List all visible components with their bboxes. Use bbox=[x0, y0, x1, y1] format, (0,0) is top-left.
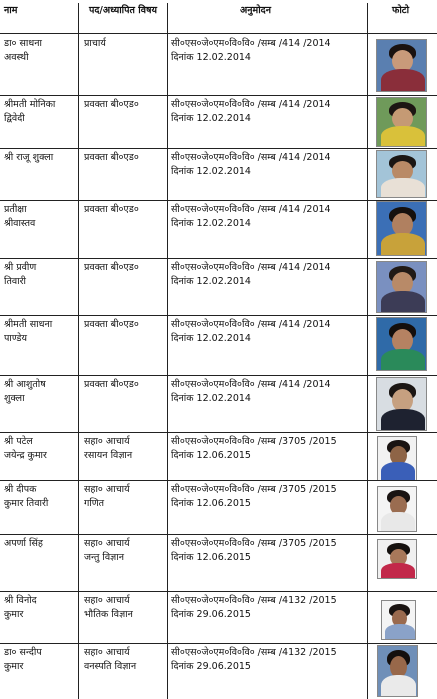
header-photo: फोटो bbox=[392, 5, 410, 16]
approval-reference: सी०एस०जे०एम०वि०वि० /सम्ब /414 /2014 bbox=[171, 38, 331, 49]
teacher-name-line2: शुक्ला bbox=[4, 393, 25, 404]
teacher-name-line2: कुमार तिवारी bbox=[4, 498, 49, 509]
approval-reference: सी०एस०जे०एम०वि०वि० /सम्ब /414 /2014 bbox=[171, 319, 331, 330]
header-post-subject: पद/अध्यापित विषय bbox=[88, 5, 158, 16]
teacher-photo bbox=[376, 317, 427, 371]
header-divider bbox=[0, 33, 437, 34]
teacher-name-line2: जयेन्द्र कुमार bbox=[4, 450, 47, 461]
post-title: प्रवक्ता बी०एड० bbox=[84, 379, 139, 390]
teacher-name-line2: अवस्थी bbox=[4, 52, 29, 63]
row-divider bbox=[0, 643, 437, 644]
post-title: प्रवक्ता बी०एड० bbox=[84, 99, 139, 110]
row-divider bbox=[0, 480, 437, 481]
column-divider bbox=[367, 3, 368, 699]
teacher-name: डा० सन्दीप bbox=[4, 647, 42, 658]
approval-date: दिनांक 12.02.2014 bbox=[171, 52, 251, 63]
approval-reference: सी०एस०जे०एम०वि०वि० /सम्ब /3705 /2015 bbox=[171, 436, 337, 447]
post-title: प्रवक्ता बी०एड० bbox=[84, 204, 139, 215]
column-divider bbox=[167, 3, 168, 699]
teacher-name: श्री राजू शुक्ला bbox=[4, 152, 54, 163]
approval-reference: सी०एस०जे०एम०वि०वि० /सम्ब /4132 /2015 bbox=[171, 595, 337, 606]
teacher-photo bbox=[377, 539, 417, 579]
photo-shoulders bbox=[381, 563, 415, 579]
row-divider bbox=[0, 148, 437, 149]
row-divider bbox=[0, 591, 437, 592]
row-divider bbox=[0, 258, 437, 259]
approval-reference: सी०एस०जे०एम०वि०वि० /सम्ब /414 /2014 bbox=[171, 262, 331, 273]
teacher-name: श्री दीपक bbox=[4, 484, 37, 495]
teacher-name-line2: पाण्डेय bbox=[4, 333, 27, 344]
row-divider bbox=[0, 534, 437, 535]
row-divider bbox=[0, 432, 437, 433]
teacher-name-line2: तिवारी bbox=[4, 276, 26, 287]
photo-shoulders bbox=[385, 624, 415, 640]
photo-shoulders bbox=[381, 126, 425, 147]
approval-date: दिनांक 12.06.2015 bbox=[171, 450, 251, 461]
post-title: प्रवक्ता बी०एड० bbox=[84, 152, 139, 163]
photo-shoulders bbox=[381, 291, 425, 313]
subject: गणित bbox=[84, 498, 105, 509]
post-title: सहा० आचार्य bbox=[84, 595, 130, 606]
approval-reference: सी०एस०जे०एम०वि०वि० /सम्ब /3705 /2015 bbox=[171, 484, 337, 495]
teacher-name: श्री पटेल bbox=[4, 436, 33, 447]
teacher-name: श्री प्रवीण bbox=[4, 262, 37, 273]
photo-shoulders bbox=[381, 69, 425, 92]
row-divider bbox=[0, 95, 437, 96]
photo-shoulders bbox=[381, 409, 425, 431]
approval-date: दिनांक 12.02.2014 bbox=[171, 113, 251, 124]
teacher-name: श्री आशुतोष bbox=[4, 379, 46, 390]
teacher-photo bbox=[381, 600, 416, 640]
teacher-name: प्रतीक्षा bbox=[4, 204, 27, 215]
post-title: प्रवक्ता बी०एड० bbox=[84, 319, 139, 330]
photo-shoulders bbox=[381, 512, 415, 532]
post-title: सहा० आचार्य bbox=[84, 436, 130, 447]
teacher-name-line2: कुमार bbox=[4, 609, 24, 620]
post-title: सहा० आचार्य bbox=[84, 647, 130, 658]
post-title: प्रवक्ता बी०एड० bbox=[84, 262, 139, 273]
teacher-photo bbox=[376, 377, 427, 431]
post-title: सहा० आचार्य bbox=[84, 538, 130, 549]
row-divider bbox=[0, 375, 437, 376]
teacher-name: श्रीमती मोनिका bbox=[4, 99, 56, 110]
row-divider bbox=[0, 200, 437, 201]
approval-date: दिनांक 12.02.2014 bbox=[171, 166, 251, 177]
approval-date: दिनांक 12.02.2014 bbox=[171, 393, 251, 404]
approval-date: दिनांक 12.02.2014 bbox=[171, 333, 251, 344]
approval-date: दिनांक 12.02.2014 bbox=[171, 276, 251, 287]
photo-shoulders bbox=[381, 462, 415, 481]
subject: रसायन विज्ञान bbox=[84, 450, 133, 461]
subject: भौतिक विज्ञान bbox=[84, 609, 133, 620]
post-title: सहा० आचार्य bbox=[84, 484, 130, 495]
header-approval: अनुमोदन bbox=[240, 5, 271, 16]
teacher-photo bbox=[376, 150, 427, 198]
approval-date: दिनांक 12.06.2015 bbox=[171, 552, 251, 563]
teacher-photo bbox=[376, 39, 427, 92]
approval-reference: सी०एस०जे०एम०वि०वि० /सम्ब /4132 /2015 bbox=[171, 647, 337, 658]
teacher-photo bbox=[377, 436, 417, 481]
column-divider bbox=[78, 3, 79, 699]
teacher-name: अपर्णा सिंह bbox=[4, 538, 43, 549]
photo-shoulders bbox=[381, 178, 425, 198]
approval-reference: सी०एस०जे०एम०वि०वि० /सम्ब /414 /2014 bbox=[171, 152, 331, 163]
post-title: प्राचार्य bbox=[84, 38, 106, 49]
approval-date: दिनांक 29.06.2015 bbox=[171, 609, 251, 620]
teacher-photo bbox=[376, 261, 427, 313]
photo-shoulders bbox=[381, 675, 416, 697]
teacher-photo bbox=[376, 97, 427, 147]
teacher-name-line2: द्विवेदी bbox=[4, 113, 25, 124]
approval-reference: सी०एस०जे०एम०वि०वि० /सम्ब /414 /2014 bbox=[171, 379, 331, 390]
subject: जन्तु विज्ञान bbox=[84, 552, 124, 563]
teacher-name: श्रीमती साधना bbox=[4, 319, 53, 330]
teacher-name: श्री विनोद bbox=[4, 595, 37, 606]
approval-reference: सी०एस०जे०एम०वि०वि० /सम्ब /414 /2014 bbox=[171, 204, 331, 215]
teacher-name-line2: कुमार bbox=[4, 661, 24, 672]
approval-date: दिनांक 29.06.2015 bbox=[171, 661, 251, 672]
header-name: नाम bbox=[4, 5, 18, 16]
subject: वनस्पति विज्ञान bbox=[84, 661, 137, 672]
approval-date: दिनांक 12.06.2015 bbox=[171, 498, 251, 509]
approval-date: दिनांक 12.02.2014 bbox=[171, 218, 251, 229]
photo-shoulders bbox=[381, 349, 425, 371]
teacher-name: डा० साधना bbox=[4, 38, 42, 49]
photo-shoulders bbox=[381, 233, 425, 256]
row-divider bbox=[0, 315, 437, 316]
teacher-photo bbox=[376, 201, 427, 256]
teacher-photo bbox=[377, 645, 418, 697]
teacher-photo bbox=[377, 486, 417, 532]
approval-reference: सी०एस०जे०एम०वि०वि० /सम्ब /414 /2014 bbox=[171, 99, 331, 110]
approval-reference: सी०एस०जे०एम०वि०वि० /सम्ब /3705 /2015 bbox=[171, 538, 337, 549]
teacher-name-line2: श्रीवास्तव bbox=[4, 218, 36, 229]
